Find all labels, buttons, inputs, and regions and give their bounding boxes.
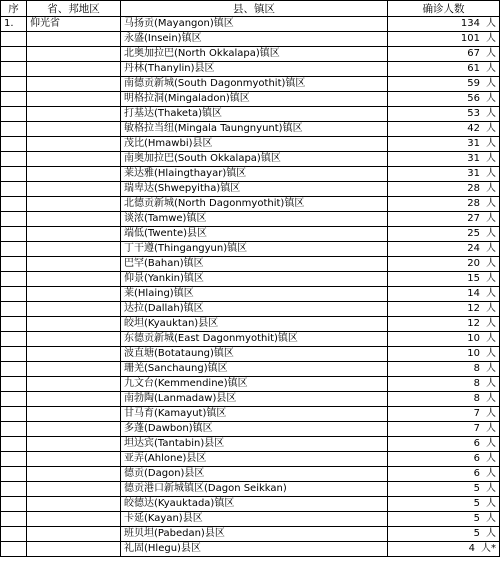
table-row	[1, 77, 500, 92]
cases-cell	[388, 32, 500, 47]
district-cell: 班贝坦(Pabedan)县区	[121, 527, 388, 542]
cases-unit: 人*	[481, 543, 496, 554]
cases-unit: 人	[486, 303, 496, 314]
cases-cell	[388, 362, 500, 377]
cases-count: 56	[467, 93, 480, 104]
cases-count: 6	[473, 468, 480, 479]
cases-count: 7	[473, 408, 480, 419]
table-row	[1, 257, 500, 272]
cases-count: 31	[467, 138, 480, 149]
cases-count: 8	[473, 363, 480, 374]
row-index-cell	[1, 467, 27, 482]
cases-count: 28	[467, 183, 480, 194]
table-row	[1, 362, 500, 377]
district-cell: 巴罕(Bahan)镇区	[121, 257, 388, 272]
district-cell: 丁干遵(Thingangyun)镇区	[121, 242, 388, 257]
cases-unit: 人	[486, 123, 496, 134]
row-index-cell	[1, 77, 27, 92]
district-cell: 甘马育(Kamayut)镇区	[121, 407, 388, 422]
table-row	[1, 377, 500, 392]
cases-unit: 人	[486, 18, 496, 29]
cases-count: 101	[460, 33, 480, 44]
row-index-cell	[1, 497, 27, 512]
district-cell: 德贡(Dagon)县区	[121, 467, 388, 482]
row-index-cell	[1, 242, 27, 257]
cases-count: 27	[467, 213, 480, 224]
cases-count: 61	[467, 63, 480, 74]
cases-cell	[388, 467, 500, 482]
state-cell	[27, 497, 121, 512]
table-row	[1, 227, 500, 242]
cases-cell	[388, 122, 500, 137]
cases-unit: 人	[486, 228, 496, 239]
state-cell	[27, 167, 121, 182]
state-cell	[27, 422, 121, 437]
cases-count: 12	[467, 303, 480, 314]
cases-count: 5	[473, 528, 480, 539]
cases-unit: 人	[486, 108, 496, 119]
table-row	[1, 212, 500, 227]
district-cell: 东德贡新城(East Dagonmyothit)镇区	[121, 332, 388, 347]
district-cell: 亚弄(Ahlone)县区	[121, 452, 388, 467]
cases-cell	[388, 542, 500, 557]
cases-unit: 人	[486, 318, 496, 329]
row-index-cell	[1, 407, 27, 422]
cases-count: 6	[473, 438, 480, 449]
table-row	[1, 407, 500, 422]
table-row	[1, 317, 500, 332]
cases-unit: 人	[486, 138, 496, 149]
state-cell	[27, 512, 121, 527]
cases-cell	[388, 272, 500, 287]
cases-count: 25	[467, 228, 480, 239]
state-cell: 仰光省	[27, 17, 121, 32]
cases-count: 5	[473, 513, 480, 524]
cases-unit: 人	[486, 378, 496, 389]
district-cell: 永盛(Insein)镇区	[121, 32, 388, 47]
cases-count: 5	[473, 483, 480, 494]
district-cell: 德贡港口新城镇区(Dagon Seikkan)	[121, 482, 388, 497]
table-row	[1, 497, 500, 512]
district-cell: 马扬贡(Mayangon)镇区	[121, 17, 388, 32]
district-cell: 皎德达(Kyauktada)镇区	[121, 497, 388, 512]
cases-count: 5	[473, 498, 480, 509]
district-cell: 打基达(Thaketa)镇区	[121, 107, 388, 122]
header-index: 序	[1, 1, 27, 17]
cases-count: 67	[467, 48, 480, 59]
cases-cell	[388, 242, 500, 257]
district-cell: 明格拉洞(Mingaladon)镇区	[121, 92, 388, 107]
table-row	[1, 152, 500, 167]
row-index-cell	[1, 137, 27, 152]
row-index-cell	[1, 152, 27, 167]
cases-cell	[388, 347, 500, 362]
cases-cell	[388, 182, 500, 197]
table-row	[1, 197, 500, 212]
cases-unit: 人	[486, 333, 496, 344]
state-cell	[27, 62, 121, 77]
state-cell	[27, 47, 121, 62]
district-cell: 敏格拉当纽(Mingala Taungnyunt)镇区	[121, 122, 388, 137]
district-cell: 波直塘(Botataung)镇区	[121, 347, 388, 362]
table-row	[1, 62, 500, 77]
state-cell	[27, 392, 121, 407]
row-index-cell	[1, 392, 27, 407]
row-index-cell	[1, 167, 27, 182]
state-cell	[27, 332, 121, 347]
state-cell	[27, 317, 121, 332]
district-cell: 九文台(Kemmendine)镇区	[121, 377, 388, 392]
header-state: 省、邦地区	[27, 1, 121, 17]
table-row	[1, 167, 500, 182]
cases-cell	[388, 257, 500, 272]
cases-count: 10	[467, 333, 480, 344]
district-cell: 端低(Twente)县区	[121, 227, 388, 242]
cases-count: 59	[467, 78, 480, 89]
district-cell: 莱(Hlaing)镇区	[121, 287, 388, 302]
table-row	[1, 47, 500, 62]
row-index-cell	[1, 542, 27, 557]
district-cell: 谈浓(Tamwe)镇区	[121, 212, 388, 227]
table-row	[1, 302, 500, 317]
state-cell	[27, 377, 121, 392]
state-cell	[27, 227, 121, 242]
row-index-cell	[1, 482, 27, 497]
cases-cell	[388, 392, 500, 407]
table-row	[1, 437, 500, 452]
table-row	[1, 182, 500, 197]
cases-count: 14	[467, 288, 480, 299]
state-cell	[27, 287, 121, 302]
cases-count: 20	[467, 258, 480, 269]
cases-count: 8	[473, 393, 480, 404]
district-cell: 达拉(Dallah)镇区	[121, 302, 388, 317]
district-cell: 南奥加拉巴(South Okkalapa)镇区	[121, 152, 388, 167]
state-cell	[27, 122, 121, 137]
state-cell	[27, 257, 121, 272]
row-index-cell	[1, 452, 27, 467]
cases-unit: 人	[486, 258, 496, 269]
state-cell	[27, 362, 121, 377]
cases-unit: 人	[486, 33, 496, 44]
table-row	[1, 512, 500, 527]
cases-cell	[388, 452, 500, 467]
cases-count: 134	[460, 18, 480, 29]
state-cell	[27, 152, 121, 167]
state-cell	[27, 242, 121, 257]
cases-cell	[388, 512, 500, 527]
row-index-cell	[1, 197, 27, 212]
table-header-row	[1, 1, 500, 17]
table-row	[1, 122, 500, 137]
cases-unit: 人	[486, 348, 496, 359]
district-cell: 多蓬(Dawbon)镇区	[121, 422, 388, 437]
cases-unit: 人	[486, 78, 496, 89]
row-index-cell	[1, 317, 27, 332]
cases-unit: 人	[486, 63, 496, 74]
cases-cell	[388, 47, 500, 62]
cases-unit: 人	[486, 498, 496, 509]
cases-cell	[388, 437, 500, 452]
cases-unit: 人	[486, 408, 496, 419]
district-cell: 丹林(Thanylin)县区	[121, 62, 388, 77]
cases-cell	[388, 227, 500, 242]
cases-unit: 人	[486, 48, 496, 59]
district-cell: 南德贡新城(South Dagonmyothit)镇区	[121, 77, 388, 92]
cases-count: 31	[467, 153, 480, 164]
row-index-cell	[1, 92, 27, 107]
row-index-cell	[1, 272, 27, 287]
cases-count: 53	[467, 108, 480, 119]
cases-cell	[388, 92, 500, 107]
cases-cell	[388, 137, 500, 152]
cases-unit: 人	[486, 438, 496, 449]
cases-unit: 人	[486, 363, 496, 374]
cases-cell	[388, 482, 500, 497]
district-cell: 卡延(Kayan)县区	[121, 512, 388, 527]
table-row	[1, 332, 500, 347]
row-index-cell	[1, 212, 27, 227]
district-cell: 瑞卑达(Shwepyitha)镇区	[121, 182, 388, 197]
table-row	[1, 392, 500, 407]
state-cell	[27, 107, 121, 122]
cases-count: 42	[467, 123, 480, 134]
state-cell	[27, 77, 121, 92]
cases-cell	[388, 17, 500, 32]
cases-count: 28	[467, 198, 480, 209]
cases-cell	[388, 197, 500, 212]
state-cell	[27, 437, 121, 452]
cases-cell	[388, 332, 500, 347]
cases-count: 15	[467, 273, 480, 284]
cases-cell	[388, 107, 500, 122]
cases-cell	[388, 407, 500, 422]
row-index-cell	[1, 122, 27, 137]
state-cell	[27, 182, 121, 197]
district-cell: 北奥加拉巴(North Okkalapa)镇区	[121, 47, 388, 62]
row-index-cell	[1, 182, 27, 197]
table-row	[1, 242, 500, 257]
district-cell: 珊羌(Sanchaung)镇区	[121, 362, 388, 377]
district-cell: 礼固(Hlegu)县区	[121, 542, 388, 557]
district-cell: 南勃陶(Lanmadaw)县区	[121, 392, 388, 407]
district-cell: 皎坦(Kyauktan)县区	[121, 317, 388, 332]
table-row	[1, 287, 500, 302]
cases-cell	[388, 377, 500, 392]
state-cell	[27, 542, 121, 557]
table-row	[1, 92, 500, 107]
header-district: 县、镇区	[121, 1, 388, 17]
cases-unit: 人	[486, 513, 496, 524]
row-index-cell	[1, 302, 27, 317]
row-index-cell	[1, 227, 27, 242]
row-index-cell	[1, 362, 27, 377]
cases-count: 12	[467, 318, 480, 329]
table-row	[1, 527, 500, 542]
row-index-cell	[1, 257, 27, 272]
cases-count: 7	[473, 423, 480, 434]
cases-cell	[388, 422, 500, 437]
cases-unit: 人	[486, 423, 496, 434]
district-cell: 仰景(Yankin)镇区	[121, 272, 388, 287]
row-index-cell	[1, 347, 27, 362]
table-body	[1, 17, 500, 557]
table-row	[1, 542, 500, 557]
cases-unit: 人	[486, 393, 496, 404]
row-index-cell: 1.	[1, 17, 27, 32]
cases-cell	[388, 62, 500, 77]
state-cell	[27, 452, 121, 467]
cases-cell	[388, 77, 500, 92]
row-index-cell	[1, 287, 27, 302]
cases-unit: 人	[486, 453, 496, 464]
table-row	[1, 347, 500, 362]
cases-unit: 人	[486, 93, 496, 104]
cases-unit: 人	[486, 468, 496, 479]
cases-unit: 人	[486, 483, 496, 494]
state-cell	[27, 197, 121, 212]
row-index-cell	[1, 62, 27, 77]
state-cell	[27, 212, 121, 227]
cases-count: 8	[473, 378, 480, 389]
table-row	[1, 467, 500, 482]
cases-unit: 人	[486, 153, 496, 164]
state-cell	[27, 527, 121, 542]
table-row	[1, 137, 500, 152]
table-row	[1, 107, 500, 122]
state-cell	[27, 92, 121, 107]
cases-cell	[388, 527, 500, 542]
row-index-cell	[1, 32, 27, 47]
cases-unit: 人	[486, 243, 496, 254]
state-cell	[27, 467, 121, 482]
cases-unit: 人	[486, 273, 496, 284]
state-cell	[27, 407, 121, 422]
cases-count: 24	[467, 243, 480, 254]
table-row	[1, 272, 500, 287]
table-row	[1, 452, 500, 467]
row-index-cell	[1, 512, 27, 527]
row-index-cell	[1, 422, 27, 437]
state-cell	[27, 347, 121, 362]
cases-unit: 人	[486, 198, 496, 209]
district-cell: 莱达雅(Hlaingthayar)镇区	[121, 167, 388, 182]
cases-cell	[388, 152, 500, 167]
cases-count: 4	[468, 543, 475, 554]
cases-unit: 人	[486, 528, 496, 539]
state-cell	[27, 482, 121, 497]
row-index-cell	[1, 527, 27, 542]
row-index-cell	[1, 332, 27, 347]
table-row	[1, 422, 500, 437]
cases-unit: 人	[486, 213, 496, 224]
table-row	[1, 17, 500, 32]
state-cell	[27, 32, 121, 47]
row-index-cell	[1, 377, 27, 392]
cases-count: 31	[467, 168, 480, 179]
cases-cell	[388, 302, 500, 317]
cases-unit: 人	[486, 183, 496, 194]
header-cases: 确诊人数	[388, 1, 500, 17]
cases-count: 6	[473, 453, 480, 464]
state-cell	[27, 272, 121, 287]
cases-cell	[388, 317, 500, 332]
cases-cell	[388, 167, 500, 182]
table-row	[1, 482, 500, 497]
cases-unit: 人	[486, 168, 496, 179]
district-cell: 坦达宾(Tantabin)县区	[121, 437, 388, 452]
row-index-cell	[1, 107, 27, 122]
row-index-cell	[1, 437, 27, 452]
cases-cell	[388, 212, 500, 227]
table-row	[1, 32, 500, 47]
row-index-cell	[1, 47, 27, 62]
state-cell	[27, 137, 121, 152]
state-cell	[27, 302, 121, 317]
district-cell: 茂比(Hmawbi)县区	[121, 137, 388, 152]
cases-cell	[388, 287, 500, 302]
cases-cell	[388, 497, 500, 512]
district-cell: 北德贡新城(North Dagonmyothit)镇区	[121, 197, 388, 212]
cases-unit: 人	[486, 288, 496, 299]
cases-count: 10	[467, 348, 480, 359]
